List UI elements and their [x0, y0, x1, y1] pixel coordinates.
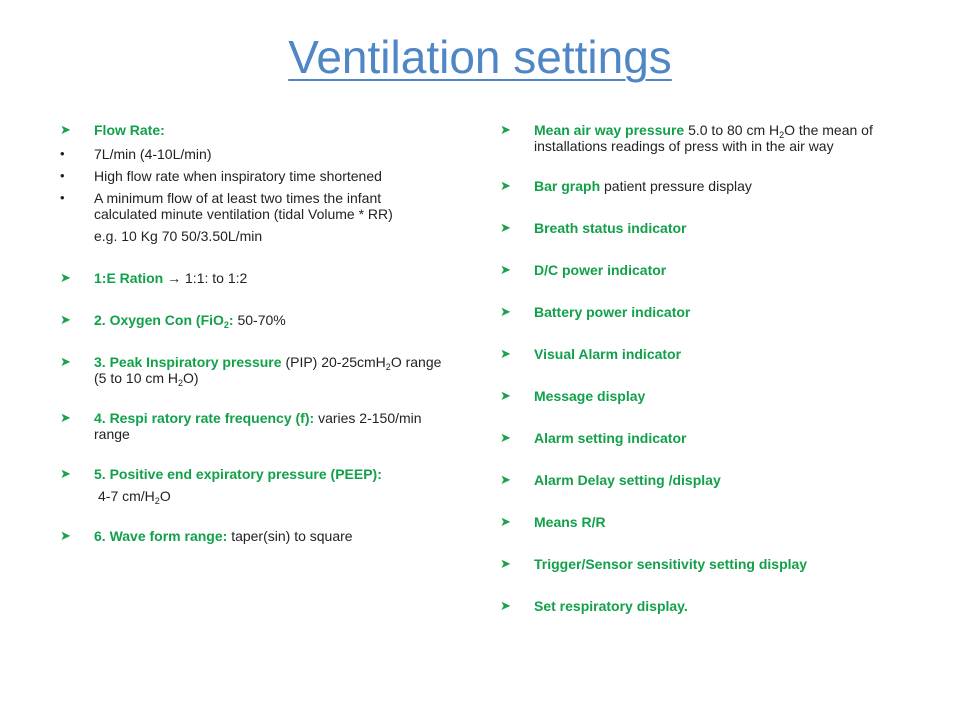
flow-bullet-3: [60, 190, 445, 222]
ie-arrow-icon: →: [167, 270, 182, 286]
right-list-item: [500, 388, 900, 404]
item-label: Message display: [534, 388, 646, 404]
page-title: Ventilation settings: [288, 31, 672, 83]
oxygen-label: 2. Oxygen Con (FiO: [94, 312, 224, 328]
peep-value-end: O: [159, 488, 171, 504]
item-label: Breath status indicator: [534, 220, 687, 236]
oxygen-value: 50-70%: [237, 312, 286, 328]
arrow-bullet-icon: ➤: [500, 430, 511, 445]
wave-item: [60, 528, 445, 544]
pip-value: (PIP) 20-25cmH: [285, 354, 386, 370]
pip-range: O range (5 to 10 cm H: [94, 354, 442, 386]
map-item: [500, 122, 900, 154]
arrow-bullet-icon: ➤: [60, 466, 71, 481]
item-label: Means R/R: [534, 514, 606, 530]
right-list-item: [500, 598, 900, 614]
flow-bullet-2: [60, 168, 445, 184]
right-list-item: [500, 514, 900, 530]
peep-sub: 2: [154, 496, 160, 506]
flow-bullet-text: 7L/min (4-10L/min): [94, 146, 212, 162]
right-list-item: [500, 556, 900, 572]
arrow-bullet-icon: ➤: [500, 304, 511, 319]
map-sub: 2: [779, 130, 785, 140]
left-column: [60, 122, 445, 544]
pip-item: [60, 354, 445, 386]
arrow-bullet-icon: ➤: [500, 220, 511, 235]
map-description: O the mean of installations readings of press with in the air way: [534, 122, 873, 154]
peep-value-text: 4-7 cm/H: [98, 488, 155, 504]
arrow-bullet-icon: ➤: [500, 388, 511, 403]
pip-end: O): [183, 370, 199, 386]
flow-bullet-text: A minimum flow of at least two times the infant calculated minute ventilation (tidal Volume * RR): [94, 190, 393, 222]
ie-ratio-item: [60, 270, 445, 286]
pip-sub: 2: [385, 362, 391, 372]
arrow-bullet-icon: ➤: [500, 346, 511, 361]
arrow-bullet-icon: ➤: [500, 514, 511, 529]
arrow-bullet-icon: ➤: [60, 354, 71, 369]
map-label: Mean air way pressure: [534, 122, 685, 138]
right-list-item: [500, 472, 900, 488]
right-column: [500, 122, 900, 614]
flow-rate-item: [60, 122, 445, 138]
ie-value: 1:1: to 1:2: [185, 270, 248, 286]
flow-rate-label: Flow Rate:: [94, 122, 165, 138]
item-label: Trigger/Sensor sensitivity setting display: [534, 556, 808, 572]
arrow-bullet-icon: ➤: [60, 270, 71, 285]
peep-value: [60, 488, 445, 504]
bar-label: Bar graph: [534, 178, 601, 194]
wave-label: 6. Wave form range:: [94, 528, 228, 544]
arrow-bullet-icon: ➤: [500, 122, 511, 137]
arrow-bullet-icon: ➤: [60, 122, 71, 137]
pip-sub: 2: [178, 378, 184, 388]
bar-value: patient pressure display: [604, 178, 752, 194]
item-label: D/C power indicator: [534, 262, 667, 278]
arrow-bullet-icon: ➤: [500, 262, 511, 277]
dot-bullet-icon: •: [60, 168, 65, 183]
arrow-bullet-icon: ➤: [500, 598, 511, 613]
peep-label: 5. Positive end expiratory pressure (PEEP):: [94, 466, 382, 482]
right-list-item: [500, 430, 900, 446]
arrow-bullet-icon: ➤: [500, 472, 511, 487]
right-list-item: [500, 220, 900, 236]
pip-label: 3. Peak Inspiratory pressure: [94, 354, 282, 370]
dot-bullet-icon: •: [60, 190, 65, 205]
oxygen-sub: 2: [223, 320, 229, 330]
rr-label: 4. Respi ratory rate frequency (f):: [94, 410, 315, 426]
item-label: Battery power indicator: [534, 304, 691, 320]
arrow-bullet-icon: ➤: [60, 528, 71, 543]
peep-item: [60, 466, 445, 482]
flow-bullet-1: [60, 146, 445, 162]
oxygen-colon: :: [228, 312, 234, 328]
oxygen-item: [60, 312, 445, 328]
item-label: Alarm Delay setting /display: [534, 472, 721, 488]
dot-bullet-icon: •: [60, 146, 65, 161]
right-list-item: [500, 304, 900, 320]
right-list-item: [500, 346, 900, 362]
arrow-bullet-icon: ➤: [60, 312, 71, 327]
rr-value: varies 2-150/min range: [94, 410, 422, 442]
right-list-item: [500, 262, 900, 278]
rr-item: [60, 410, 445, 442]
arrow-bullet-icon: ➤: [500, 178, 511, 193]
item-label: Alarm setting indicator: [534, 430, 687, 446]
map-value: 5.0 to 80 cm H: [688, 122, 780, 138]
ie-label: 1:E Ration: [94, 270, 164, 286]
flow-bullet-text: High flow rate when inspiratory time shortened: [94, 168, 382, 184]
bar-graph-item: [500, 178, 900, 194]
arrow-bullet-icon: ➤: [60, 410, 71, 425]
arrow-bullet-icon: ➤: [500, 556, 511, 571]
item-label: Visual Alarm indicator: [534, 346, 682, 362]
item-label: Set respiratory display.: [534, 598, 688, 614]
flow-example: e.g. 10 Kg 70 50/3.50L/min: [94, 228, 263, 244]
wave-value: taper(sin) to square: [231, 528, 353, 544]
